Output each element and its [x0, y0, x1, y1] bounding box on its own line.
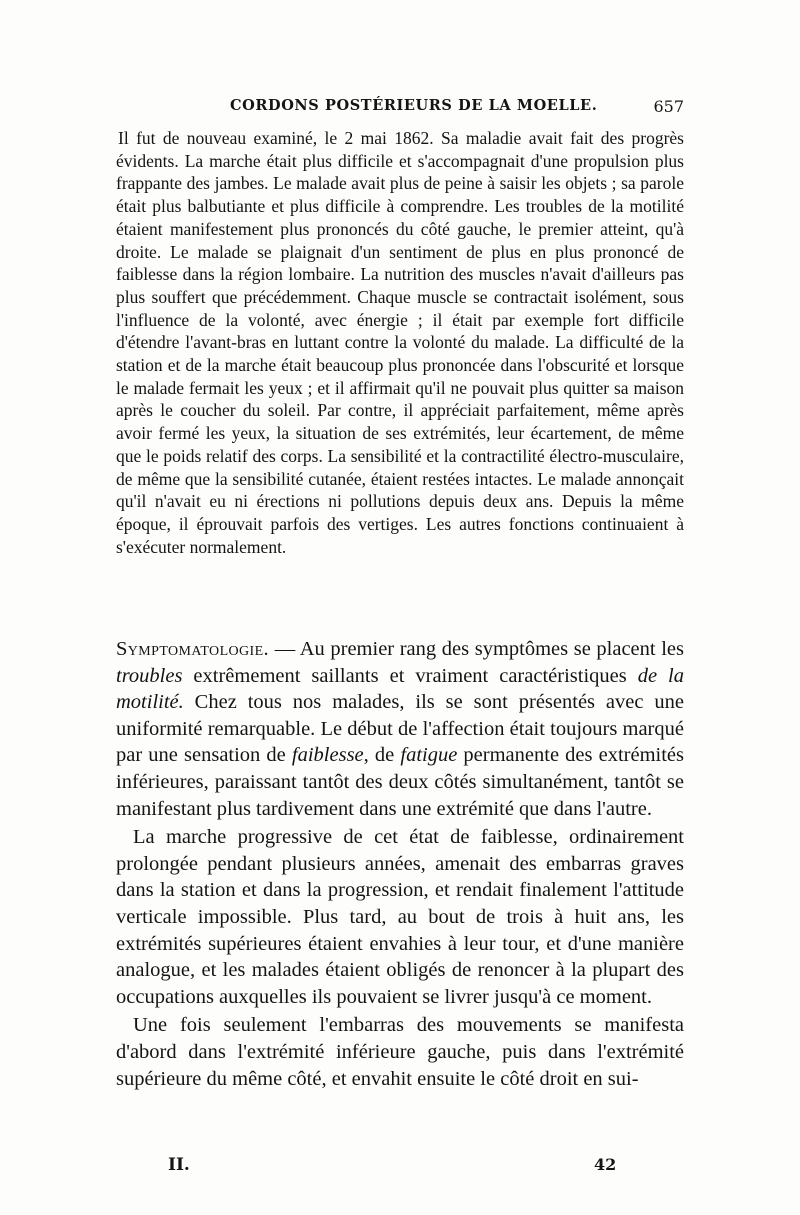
- running-head: [118, 97, 684, 119]
- symptomatology-section: [116, 636, 684, 1092]
- symptomatology-paragraph-1: [116, 636, 684, 822]
- running-title: CORDONS POSTÉRIEURS DE LA MOELLE.: [230, 97, 598, 114]
- paragraph-text: , de: [363, 744, 401, 767]
- emphasis-troubles: troubles: [116, 664, 183, 687]
- paragraph-text: extrêmement saillants et vraiment caractéristiques: [182, 664, 638, 687]
- paragraph-text: Chez tous nos malades, ils se sont présentés avec une uniformité remarquable. Le début de l'affection était toujours marqué par une sensation de: [116, 691, 684, 767]
- emphasis-fatigue: fatigue: [400, 744, 458, 767]
- heading-dash: —: [269, 638, 300, 660]
- page-number: 657: [653, 97, 684, 116]
- sheet-number: 42: [594, 1155, 617, 1174]
- paragraph-text: Au premier rang des symptômes se placent les: [299, 638, 684, 660]
- case-report-paragraph: Il fut de nouveau examiné, le 2 mai 1862. Sa maladie avait fait des progrès évidents. La marche était plus difficile et s'accompagnait d'une propulsion plus frappante des jambes. Le malade avait plus de peine à saisir les objets ; sa parole était plus balbutiante et plus difficile à comprendre. Les troubles de la motilité étaient manifestement plus prononcés du côté gauche, le premier atteint, qu'à droite. Le malade se plaignait d'un sentiment de plus en plus prononcé de faiblesse dans la région lombaire. La nutrition des muscles n'avait d'ailleurs pas plus souffert que précédemment. Chaque muscle se contractait isolément, sous l'influence de la volonté, avec énergie ; il était par exemple fort difficile d'étendre l'avant-bras en luttant contre la volonté du malade. La difficulté de la station et de la marche était beaucoup plus prononcée dans l'obscurité et lorsque le malade fermait les yeux ; et il affirmait qu'il ne pouvait plus quitter sa maison après le coucher du soleil. Par contre, il appréciait parfaitement, même après avoir fermé les yeux, la situation de ses extrémités, leur écartement, de même que le poids relatif des corps. La sensibilité et la contractilité électro-musculaire, de même que la sensibilité cutanée, étaient restées intactes. Le malade annonçait qu'il n'avait eu ni érections ni pollutions depuis deux ans. Depuis la même époque, il éprouvait parfois des vertiges. Les autres fonctions continuaient à s'exécuter normalement.: [116, 128, 684, 557]
- emphasis-motilite: de la motilité.: [116, 664, 684, 714]
- paragraph-text: permanente des extrémités inférieures, paraissant tantôt des deux côtés simultanément, tantôt se manifestant plus tardivement dans une extrémité que dans l'autre.: [116, 744, 684, 820]
- symptomatology-paragraph-2: La marche progressive de cet état de faiblesse, ordinairement prolongée pendant plusieurs années, amenait des embarras graves dans la station et dans la progression, et rendait finalement l'attitude verticale impossible. Plus tard, au bout de trois à huit ans, les extrémités supérieures étaient envahies à leur tour, et d'une manière analogue, et les malades étaient obligés de renoncer à la plupart des occupations auxquelles ils pouvaient se livrer jusqu'à ce moment.: [116, 826, 684, 1008]
- symptomatology-paragraph-3: Une fois seulement l'embarras des mouvements se manifesta d'abord dans l'extrémité inférieure gauche, puis dans l'extrémité supérieure du même côté, et envahit ensuite le côté droit en sui-: [116, 1014, 684, 1090]
- emphasis-faiblesse: faiblesse: [291, 744, 364, 767]
- section-heading: Symptomatologie.: [116, 638, 270, 660]
- case-report-text: [116, 127, 684, 558]
- signature-mark: II.: [168, 1155, 190, 1175]
